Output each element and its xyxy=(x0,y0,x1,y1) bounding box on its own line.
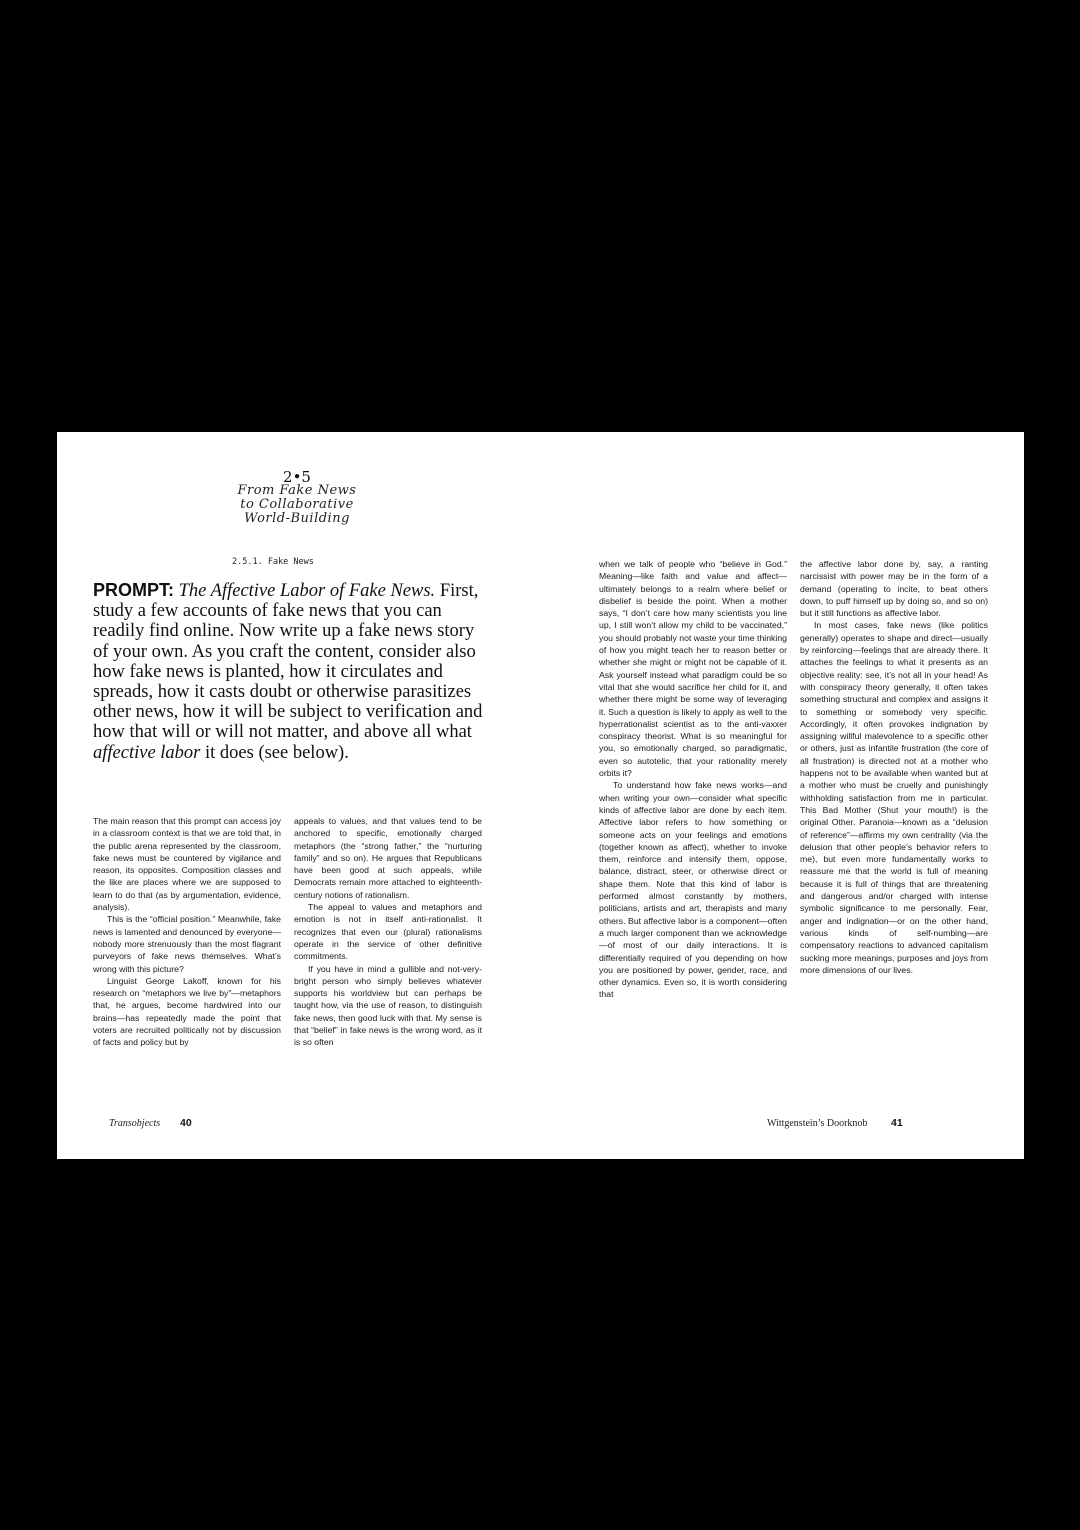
prompt-label: PROMPT: xyxy=(93,580,174,600)
body-column-left-1 xyxy=(93,815,281,1049)
paragraph: when we talk of people who “believe in God.” Meaning—like faith and value and affect—ultimately belongs to a realm where belief or disbelief is beside the point. When a mother says, “I don’t care how many scientists you line up, I still won’t allow my child to be vaccinated,” you should probably not waste your time thinking of how you might teach her to reason better or whether she might or might not be capable of it. Ask yourself instead what paradigm could be so vital that she would sacrifice her child for it, and whether there might be some way of leveraging it. Such a question is likely to apply as well to the hyperrationalist scientist as to the anti-vaxxer conspiracy theorist. What is so meaningful for you, so emotionally charged, so paradigmatic, even so autotelic, that your rationality merely orbits it? xyxy=(599,559,787,779)
paragraph: To understand how fake news works—and when writing your own—consider what specific kinds of affective labor are done by each item. Affective labor refers to how something or someone acts on your feelings and emotions (together known as affect), whether to invoke them, reinforce and intensify them, oppose, balance, distract, steer, or otherwise direct or shape them. Note that this kind of labor is performed almost constantly by mothers, politicians, artists and art, therapists and many others. But affective labor is a component—often a much larger component than we acknowledge—of most of our daily interactions. It is differentially required of you depending on how you are positioned by power, gender, race, and other dynamics. Even so, it is worth considering that xyxy=(599,780,787,1000)
chapter-title-line: to Collaborative xyxy=(240,497,354,512)
left-page xyxy=(57,432,541,1159)
chapter-number: 2•5 xyxy=(283,468,311,486)
section-label: 2.5.1. Fake News xyxy=(232,557,314,567)
chapter-title-line: From Fake News xyxy=(237,483,357,498)
paragraph: If you have in mind a gullible and not-very-bright person who simply believes whatever supports his worldview but can perhaps be taught how, via the use of reason, to distinguish fake news, then good luck with that. My sense is that “belief” in fake news is the wrong word, as it is so often xyxy=(294,963,482,1048)
running-footer-title: Transobjects xyxy=(109,1118,161,1129)
prompt-body: First, study a few accounts of fake news that you can readily find online. Now write up a fake news story of your own. As you craft the content, consider also how fake news is planted, how it circulates and spreads, how it casts doubt or otherwise parasitizes other news, how it will be subject to verification and how that will or will not matter, and above all what xyxy=(93,581,483,743)
body-column-right-2 xyxy=(800,558,988,976)
page-number: 40 xyxy=(180,1117,192,1129)
paragraph: Linguist George Lakoff, known for his research on “metaphors we live by”—metaphors that, he argues, become hardwired into our brains—has repeatedly made the point that voters are recruited politically not by discussion of facts and policy but by xyxy=(93,975,281,1048)
page-number: 41 xyxy=(891,1117,903,1129)
paragraph: This is the “official position.” Meanwhile, fake news is lamented and denounced by everyone—nobody more strenuously than the most flagrant purveyors of fake news themselves. What’s wrong with this picture? xyxy=(93,914,281,974)
paragraph: the affective labor done by, say, a ranting narcissist with power may be in the form of a demand (operating to incite, to beat others down, to puff himself up by doing so, and so on) but it still functions as affective labor. xyxy=(800,559,988,619)
chapter-title xyxy=(207,484,387,526)
right-page xyxy=(541,432,1024,1159)
prompt-title: The Affective Labor of Fake News. xyxy=(178,581,436,601)
chapter-title-line: World-Building xyxy=(244,511,350,526)
body-column-right-1 xyxy=(599,558,787,1001)
prompt-block xyxy=(93,580,493,763)
paragraph: In most cases, fake news (like politics generally) operates to shape and direct—usually by reinforcing—feelings that are already there. It attaches the feelings to what it presents as an objective reality: see, it’s not all in your head! As with conspiracy theory generally, it often takes something structural and complex and assigns it to something or somebody very specific. Accordingly, it often provokes indignation by assigning willful malevolence to a specific other or others, just as infantile frustration (the core of all frustration) is directed not at a mother who happens not to be available when wanted but at a mother who must be cruelly and punishingly withholding satisfaction from me in particular. This Bad Mother (Shut your mouth!) is the original Other. Paranoia—known as a “delusion of reference”—affirms my own centrality (via the delusion that other people’s behavior refers to me), but even more fundamentally works to reassure me that the world is full of meaning because it is full of things that are threatening and dangerous and/or charged with intense symbolic significance to me personally. Fear, anger and indignation—or on the other hand, various kinds of self-numbing—are compensatory reactions to advanced capitalism sucking more meanings, purposes and joys from more dimensions of our lives. xyxy=(800,620,988,975)
prompt-emphasis: affective labor xyxy=(93,742,201,763)
paragraph: The appeal to values and metaphors and emotion is not in itself anti-rationalist. It recognizes that even our (plural) rationalisms operate in the service of other definitive commitments. xyxy=(294,902,482,962)
prompt-body-end: it does (see below). xyxy=(200,742,349,763)
running-footer-title: Wittgenstein’s Doorknob xyxy=(767,1118,868,1129)
paragraph: appeals to values, and that values tend to be anchored to specific, emotionally charged metaphors (the “strong father,” the “nurturing family” and so on). He argues that Republicans have been good at such appeals, while Democrats remain more attached to eighteenth-century notions of rationalism. xyxy=(294,816,482,900)
book-spread xyxy=(57,432,1024,1159)
paragraph: The main reason that this prompt can access joy in a classroom context is that we are told that, in the public arena represented by the classroom, fake news must be countered by vigilance and reason, its opposites. Composition classes and the like are places where we are supposed to learn to do that (as by argumentation, evidence, analysis). xyxy=(93,816,281,913)
body-column-left-2 xyxy=(294,815,482,1049)
